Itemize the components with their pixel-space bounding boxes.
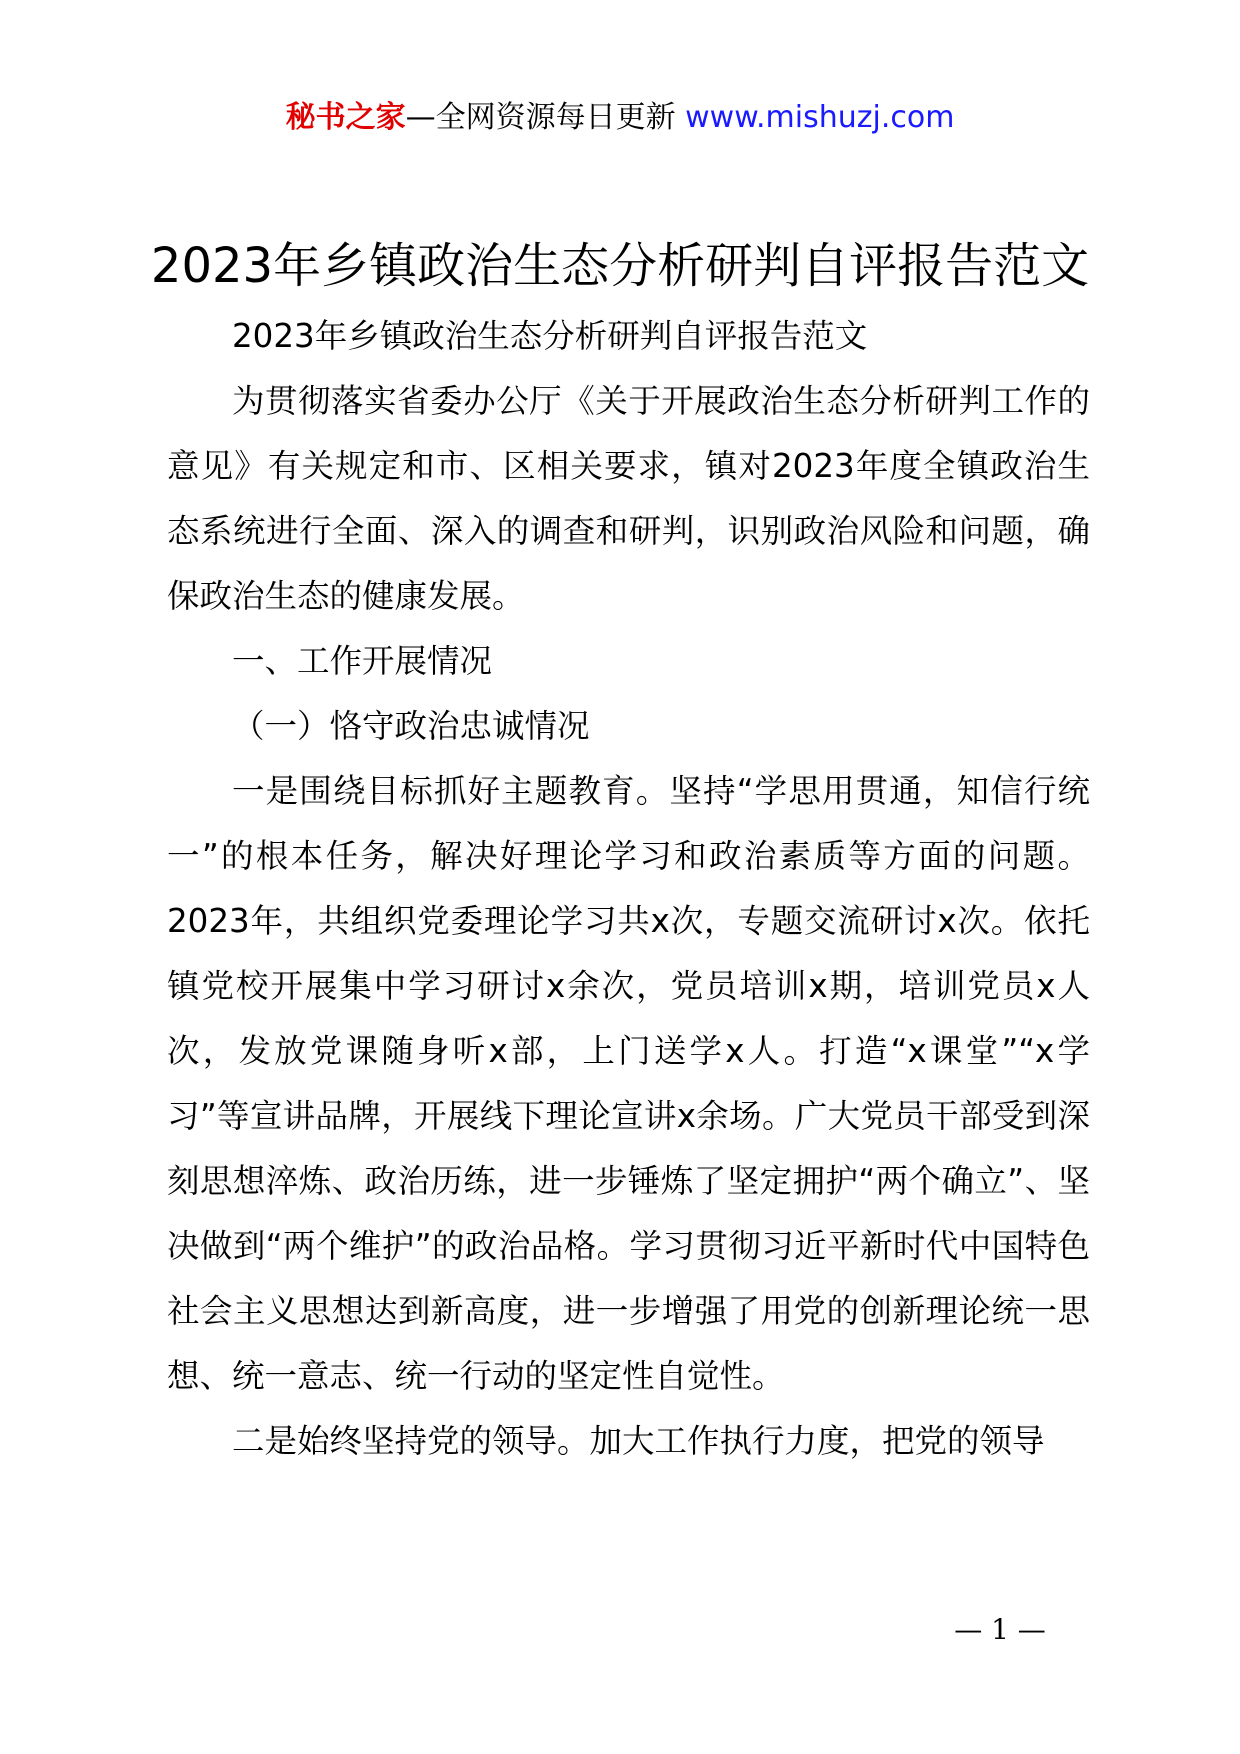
page-number: — 1 — <box>954 1613 1046 1646</box>
document-title: 2023年乡镇政治生态分析研判自评报告范文 <box>150 238 1090 294</box>
body-paragraph: 一是围绕目标抓好主题教育。坚持“学思用贯通，知信行统一”的根本任务，解决好理论学习和政治素质等方面的问题。2023年，共组织党委理论学习共x次，专题交流研讨x次。依托镇党校开展集中学习研讨x余次，党员培训x期，培训党员x人次，发放党课随身听x部，上门送学x人。打造“x课堂”“x学习”等宣讲品牌，开展线下理论宣讲x余场。广大党员干部受到深刻思想淬炼、政治历练，进一步锤炼了坚定拥护“两个确立”、坚决做到“两个维护”的政治品格。学习贯彻习近平新时代中国特色社会主义思想达到新高度，进一步增强了用党的创新理论统一思想、统一意志、统一行动的坚定性自觉性。 <box>167 772 1090 1395</box>
intro-paragraph: 为贯彻落实省委办公厅《关于开展政治生态分析研判工作的意见》有关规定和市、区相关要求，镇对2023年度全镇政治生态系统进行全面、深入的调查和研判，识别政治风险和问题，确保政治生态的健康发展。 <box>167 382 1090 615</box>
subtitle-paragraph: 2023年乡镇政治生态分析研判自评报告范文 <box>232 317 868 355</box>
section-heading: 一、工作开展情况 <box>232 642 493 680</box>
body-paragraph: 二是始终坚持党的领导。加大工作执行力度，把党的领导 <box>232 1422 1045 1460</box>
site-banner <box>0 98 1240 138</box>
site-brand: 秘书之家 <box>285 100 406 135</box>
document-body <box>167 304 1090 1474</box>
site-url-link[interactable]: www.mishuzj.com <box>685 100 955 135</box>
site-tagline: —全网资源每日更新 <box>405 100 676 135</box>
subsection-heading: （一）恪守政治忠诚情况 <box>232 707 590 745</box>
